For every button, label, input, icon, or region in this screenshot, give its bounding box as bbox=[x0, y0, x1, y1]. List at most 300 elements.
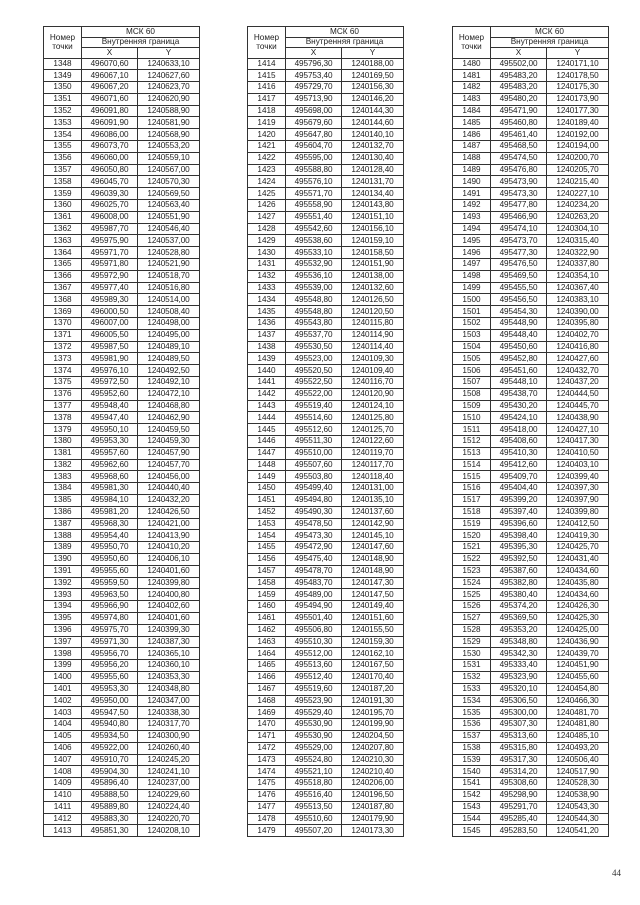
x-coordinate-cell: 495461,40 bbox=[491, 129, 547, 141]
x-coordinate-cell: 495981,30 bbox=[82, 483, 138, 495]
x-coordinate-cell: 495522,50 bbox=[286, 377, 342, 389]
x-coordinate-cell: 495382,80 bbox=[491, 577, 547, 589]
x-coordinate-cell: 495476,50 bbox=[491, 259, 547, 271]
x-header: X bbox=[491, 48, 547, 59]
table-row bbox=[44, 612, 200, 624]
table-row bbox=[453, 589, 609, 601]
x-coordinate-cell: 495494,80 bbox=[286, 494, 342, 506]
x-coordinate-cell: 495473,30 bbox=[491, 188, 547, 200]
table-row bbox=[248, 471, 404, 483]
point-number-cell: 1370 bbox=[44, 318, 82, 330]
point-number-cell: 1408 bbox=[44, 766, 82, 778]
point-number-cell: 1514 bbox=[453, 459, 491, 471]
y-coordinate-cell: 1240425,30 bbox=[547, 612, 609, 624]
point-number-cell: 1420 bbox=[248, 129, 286, 141]
table-row bbox=[248, 400, 404, 412]
y-coordinate-cell: 1240517,90 bbox=[547, 766, 609, 778]
x-coordinate-cell: 495922,00 bbox=[82, 742, 138, 754]
point-number-cell: 1367 bbox=[44, 282, 82, 294]
table-row bbox=[44, 542, 200, 554]
table-row bbox=[248, 211, 404, 223]
y-coordinate-cell: 1240194,00 bbox=[547, 141, 609, 153]
point-number-cell: 1387 bbox=[44, 518, 82, 530]
point-number-cell: 1419 bbox=[248, 117, 286, 129]
table-row bbox=[248, 459, 404, 471]
y-coordinate-cell: 1240200,70 bbox=[547, 152, 609, 164]
table-row bbox=[453, 377, 609, 389]
x-coordinate-cell: 495647,80 bbox=[286, 129, 342, 141]
y-coordinate-cell: 1240147,30 bbox=[342, 577, 404, 589]
table-row bbox=[248, 707, 404, 719]
y-coordinate-cell: 1240159,30 bbox=[342, 636, 404, 648]
point-number-cell: 1428 bbox=[248, 223, 286, 235]
y-coordinate-cell: 1240162,10 bbox=[342, 648, 404, 660]
y-coordinate-cell: 1240508,40 bbox=[138, 306, 200, 318]
table-row bbox=[453, 318, 609, 330]
table-row bbox=[44, 565, 200, 577]
point-number-cell: 1437 bbox=[248, 329, 286, 341]
x-coordinate-cell: 495471,90 bbox=[491, 105, 547, 117]
table-row bbox=[248, 766, 404, 778]
point-number-cell: 1375 bbox=[44, 377, 82, 389]
table-row bbox=[453, 565, 609, 577]
table-row bbox=[248, 612, 404, 624]
x-coordinate-cell: 495558,90 bbox=[286, 200, 342, 212]
point-number-cell: 1544 bbox=[453, 813, 491, 825]
y-coordinate-cell: 1240581,90 bbox=[138, 117, 200, 129]
x-coordinate-cell: 495475,40 bbox=[286, 553, 342, 565]
x-coordinate-cell: 495398,40 bbox=[491, 530, 547, 542]
boundary-header: Внутренняя граница bbox=[491, 37, 609, 48]
y-coordinate-cell: 1240140,10 bbox=[342, 129, 404, 141]
table-row bbox=[453, 719, 609, 731]
y-coordinate-cell: 1240518,70 bbox=[138, 270, 200, 282]
x-coordinate-cell: 495320,10 bbox=[491, 683, 547, 695]
x-coordinate-cell: 495883,30 bbox=[82, 813, 138, 825]
point-number-cell: 1438 bbox=[248, 341, 286, 353]
x-coordinate-cell: 495539,00 bbox=[286, 282, 342, 294]
y-coordinate-cell: 1240117,70 bbox=[342, 459, 404, 471]
point-number-cell: 1439 bbox=[248, 353, 286, 365]
x-coordinate-cell: 495519,60 bbox=[286, 683, 342, 695]
table-row bbox=[44, 270, 200, 282]
table-row bbox=[453, 247, 609, 259]
y-coordinate-cell: 1240485,10 bbox=[547, 730, 609, 742]
y-coordinate-cell: 1240406,10 bbox=[138, 553, 200, 565]
table-row bbox=[44, 553, 200, 565]
table-row bbox=[453, 742, 609, 754]
y-coordinate-cell: 1240538,90 bbox=[547, 789, 609, 801]
point-number-cell: 1519 bbox=[453, 518, 491, 530]
x-coordinate-cell: 495480,20 bbox=[491, 93, 547, 105]
point-number-cell: 1369 bbox=[44, 306, 82, 318]
table-row bbox=[44, 447, 200, 459]
table-row bbox=[248, 129, 404, 141]
x-coordinate-cell: 496005,50 bbox=[82, 329, 138, 341]
table-row bbox=[453, 707, 609, 719]
x-coordinate-cell: 495454,30 bbox=[491, 306, 547, 318]
y-coordinate-cell: 1240468,80 bbox=[138, 400, 200, 412]
x-coordinate-cell: 495952,60 bbox=[82, 388, 138, 400]
y-coordinate-cell: 1240456,00 bbox=[138, 471, 200, 483]
point-number-cell: 1460 bbox=[248, 601, 286, 613]
table-row bbox=[453, 612, 609, 624]
table-row bbox=[44, 176, 200, 188]
x-coordinate-cell: 495904,30 bbox=[82, 766, 138, 778]
point-number-cell: 1477 bbox=[248, 801, 286, 813]
table-row bbox=[248, 365, 404, 377]
x-coordinate-cell: 495950,00 bbox=[82, 695, 138, 707]
point-number-cell: 1363 bbox=[44, 235, 82, 247]
table-row bbox=[453, 329, 609, 341]
table-row bbox=[453, 211, 609, 223]
y-coordinate-cell: 1240493,20 bbox=[547, 742, 609, 754]
point-number-cell: 1463 bbox=[248, 636, 286, 648]
x-coordinate-cell: 495524,80 bbox=[286, 754, 342, 766]
table-row bbox=[453, 730, 609, 742]
y-coordinate-cell: 1240419,30 bbox=[547, 530, 609, 542]
point-number-cell: 1404 bbox=[44, 719, 82, 731]
x-coordinate-cell: 495542,60 bbox=[286, 223, 342, 235]
point-number-cell: 1458 bbox=[248, 577, 286, 589]
x-coordinate-cell: 495889,80 bbox=[82, 801, 138, 813]
y-coordinate-cell: 1240481,80 bbox=[547, 719, 609, 731]
x-coordinate-cell: 495948,40 bbox=[82, 400, 138, 412]
x-coordinate-cell: 495974,80 bbox=[82, 612, 138, 624]
y-coordinate-cell: 1240472,10 bbox=[138, 388, 200, 400]
x-coordinate-cell: 495950,60 bbox=[82, 553, 138, 565]
x-coordinate-cell: 495955,60 bbox=[82, 671, 138, 683]
y-coordinate-cell: 1240195,70 bbox=[342, 707, 404, 719]
point-number-cell: 1526 bbox=[453, 601, 491, 613]
y-coordinate-cell: 1240109,40 bbox=[342, 365, 404, 377]
point-number-cell: 1478 bbox=[248, 813, 286, 825]
table-row bbox=[453, 447, 609, 459]
point-number-cell: 1468 bbox=[248, 695, 286, 707]
x-coordinate-cell: 496025,70 bbox=[82, 200, 138, 212]
table-row bbox=[453, 306, 609, 318]
table-row bbox=[453, 695, 609, 707]
table-row bbox=[248, 318, 404, 330]
x-coordinate-cell: 496039,30 bbox=[82, 188, 138, 200]
table-row bbox=[453, 754, 609, 766]
y-coordinate-cell: 1240367,40 bbox=[547, 282, 609, 294]
table-row bbox=[453, 412, 609, 424]
y-coordinate-cell: 1240421,00 bbox=[138, 518, 200, 530]
table-row bbox=[44, 388, 200, 400]
y-coordinate-cell: 1240466,30 bbox=[547, 695, 609, 707]
x-coordinate-cell: 495972,90 bbox=[82, 270, 138, 282]
point-number-cell: 1354 bbox=[44, 129, 82, 141]
point-number-cell: 1529 bbox=[453, 636, 491, 648]
table-row bbox=[248, 424, 404, 436]
x-coordinate-cell: 496067,20 bbox=[82, 82, 138, 94]
point-number-cell: 1348 bbox=[44, 58, 82, 70]
x-coordinate-cell: 495412,60 bbox=[491, 459, 547, 471]
table-row bbox=[453, 553, 609, 565]
point-number-cell: 1393 bbox=[44, 589, 82, 601]
y-coordinate-cell: 1240147,50 bbox=[342, 589, 404, 601]
point-number-cell: 1474 bbox=[248, 766, 286, 778]
y-coordinate-cell: 1240317,70 bbox=[138, 719, 200, 731]
y-coordinate-cell: 1240191,30 bbox=[342, 695, 404, 707]
y-coordinate-cell: 1240120,90 bbox=[342, 388, 404, 400]
point-number-cell: 1423 bbox=[248, 164, 286, 176]
y-coordinate-cell: 1240495,00 bbox=[138, 329, 200, 341]
x-coordinate-cell: 495430,20 bbox=[491, 400, 547, 412]
table-row bbox=[44, 648, 200, 660]
point-number-cell: 1450 bbox=[248, 483, 286, 495]
y-coordinate-cell: 1240413,90 bbox=[138, 530, 200, 542]
y-coordinate-cell: 1240492,10 bbox=[138, 377, 200, 389]
point-number-cell: 1465 bbox=[248, 660, 286, 672]
x-coordinate-cell: 495450,60 bbox=[491, 341, 547, 353]
y-coordinate-cell: 1240489,10 bbox=[138, 341, 200, 353]
y-coordinate-cell: 1240425,00 bbox=[547, 624, 609, 636]
y-coordinate-cell: 1240158,50 bbox=[342, 247, 404, 259]
point-number-cell: 1401 bbox=[44, 683, 82, 695]
point-number-cell: 1364 bbox=[44, 247, 82, 259]
table-row bbox=[248, 695, 404, 707]
y-coordinate-cell: 1240132,70 bbox=[342, 141, 404, 153]
point-number-cell: 1396 bbox=[44, 624, 82, 636]
y-coordinate-cell: 1240481,70 bbox=[547, 707, 609, 719]
y-coordinate-cell: 1240348,80 bbox=[138, 683, 200, 695]
table-row bbox=[248, 259, 404, 271]
x-coordinate-cell: 495323,90 bbox=[491, 671, 547, 683]
x-coordinate-cell: 495516,40 bbox=[286, 789, 342, 801]
x-coordinate-cell: 495851,30 bbox=[82, 825, 138, 837]
x-coordinate-cell: 495507,60 bbox=[286, 459, 342, 471]
table-row bbox=[44, 82, 200, 94]
y-coordinate-cell: 1240237,00 bbox=[138, 778, 200, 790]
y-coordinate-cell: 1240234,20 bbox=[547, 200, 609, 212]
x-coordinate-cell: 495588,80 bbox=[286, 164, 342, 176]
point-number-cell: 1397 bbox=[44, 636, 82, 648]
table-row bbox=[44, 318, 200, 330]
x-coordinate-cell: 495472,90 bbox=[286, 542, 342, 554]
x-coordinate-cell: 495451,60 bbox=[491, 365, 547, 377]
x-coordinate-cell: 495333,40 bbox=[491, 660, 547, 672]
x-coordinate-cell: 495408,60 bbox=[491, 436, 547, 448]
y-coordinate-cell: 1240114,90 bbox=[342, 329, 404, 341]
table-row bbox=[248, 436, 404, 448]
y-coordinate-cell: 1240383,10 bbox=[547, 294, 609, 306]
point-number-cell: 1521 bbox=[453, 542, 491, 554]
x-coordinate-cell: 495966,90 bbox=[82, 601, 138, 613]
table-row bbox=[44, 683, 200, 695]
x-coordinate-cell: 495953,30 bbox=[82, 683, 138, 695]
x-coordinate-cell: 495506,80 bbox=[286, 624, 342, 636]
y-coordinate-cell: 1240354,10 bbox=[547, 270, 609, 282]
x-coordinate-cell: 495947,50 bbox=[82, 707, 138, 719]
point-number-cell: 1471 bbox=[248, 730, 286, 742]
point-number-cell: 1383 bbox=[44, 471, 82, 483]
table-header-row bbox=[248, 27, 404, 38]
table-row bbox=[44, 223, 200, 235]
point-number-cell: 1535 bbox=[453, 707, 491, 719]
table-row bbox=[453, 518, 609, 530]
point-number-cell: 1350 bbox=[44, 82, 82, 94]
point-number-cell: 1540 bbox=[453, 766, 491, 778]
x-coordinate-cell: 495548,80 bbox=[286, 294, 342, 306]
y-coordinate-cell: 1240206,00 bbox=[342, 778, 404, 790]
point-number-cell: 1373 bbox=[44, 353, 82, 365]
y-coordinate-cell: 1240559,10 bbox=[138, 152, 200, 164]
table-row bbox=[248, 730, 404, 742]
x-coordinate-cell: 495317,30 bbox=[491, 754, 547, 766]
y-coordinate-cell: 1240126,50 bbox=[342, 294, 404, 306]
table-row bbox=[453, 58, 609, 70]
point-number-cell: 1494 bbox=[453, 223, 491, 235]
point-number-cell: 1487 bbox=[453, 141, 491, 153]
y-coordinate-cell: 1240207,80 bbox=[342, 742, 404, 754]
y-coordinate-cell: 1240434,60 bbox=[547, 565, 609, 577]
y-coordinate-cell: 1240178,50 bbox=[547, 70, 609, 82]
x-coordinate-cell: 495512,60 bbox=[286, 424, 342, 436]
point-number-cell: 1427 bbox=[248, 211, 286, 223]
point-number-cell: 1495 bbox=[453, 235, 491, 247]
y-coordinate-cell: 1240169,50 bbox=[342, 70, 404, 82]
table-row bbox=[453, 660, 609, 672]
x-coordinate-cell: 496050,80 bbox=[82, 164, 138, 176]
table-row bbox=[453, 105, 609, 117]
point-number-cell: 1470 bbox=[248, 719, 286, 731]
point-number-cell: 1398 bbox=[44, 648, 82, 660]
table-row bbox=[44, 424, 200, 436]
y-coordinate-cell: 1240115,80 bbox=[342, 318, 404, 330]
point-number-cell: 1400 bbox=[44, 671, 82, 683]
x-coordinate-cell: 495953,30 bbox=[82, 436, 138, 448]
table-row bbox=[248, 105, 404, 117]
y-coordinate-cell: 1240210,30 bbox=[342, 754, 404, 766]
point-number-cell: 1542 bbox=[453, 789, 491, 801]
x-coordinate-cell: 495955,60 bbox=[82, 565, 138, 577]
y-coordinate-cell: 1240187,80 bbox=[342, 801, 404, 813]
x-coordinate-cell: 495483,20 bbox=[491, 70, 547, 82]
point-number-cell: 1392 bbox=[44, 577, 82, 589]
y-coordinate-cell: 1240304,10 bbox=[547, 223, 609, 235]
table-row bbox=[44, 58, 200, 70]
y-coordinate-cell: 1240187,20 bbox=[342, 683, 404, 695]
x-coordinate-cell: 495532,90 bbox=[286, 259, 342, 271]
point-number-cell: 1534 bbox=[453, 695, 491, 707]
y-header: Y bbox=[138, 48, 200, 59]
y-coordinate-cell: 1240412,50 bbox=[547, 518, 609, 530]
x-coordinate-cell: 495536,10 bbox=[286, 270, 342, 282]
table-row bbox=[248, 813, 404, 825]
point-number-cell: 1410 bbox=[44, 789, 82, 801]
y-coordinate-cell: 1240143,80 bbox=[342, 200, 404, 212]
point-number-cell: 1499 bbox=[453, 282, 491, 294]
point-number-cell: 1447 bbox=[248, 447, 286, 459]
table-row bbox=[44, 518, 200, 530]
y-coordinate-cell: 1240427,10 bbox=[547, 424, 609, 436]
point-number-cell: 1467 bbox=[248, 683, 286, 695]
table-header-row bbox=[453, 27, 609, 38]
x-coordinate-cell: 495956,70 bbox=[82, 648, 138, 660]
point-number-cell: 1508 bbox=[453, 388, 491, 400]
y-coordinate-cell: 1240263,20 bbox=[547, 211, 609, 223]
table-row bbox=[44, 282, 200, 294]
point-number-cell: 1507 bbox=[453, 377, 491, 389]
y-coordinate-cell: 1240315,40 bbox=[547, 235, 609, 247]
table-row bbox=[453, 789, 609, 801]
table-row bbox=[44, 152, 200, 164]
table-row bbox=[248, 152, 404, 164]
table-row bbox=[453, 270, 609, 282]
table-row bbox=[453, 636, 609, 648]
y-coordinate-cell: 1240120,50 bbox=[342, 306, 404, 318]
table-row bbox=[44, 589, 200, 601]
x-coordinate-cell: 495512,00 bbox=[286, 648, 342, 660]
y-coordinate-cell: 1240399,80 bbox=[138, 577, 200, 589]
y-coordinate-cell: 1240416,80 bbox=[547, 341, 609, 353]
x-coordinate-cell: 495489,00 bbox=[286, 589, 342, 601]
point-number-cell: 1360 bbox=[44, 200, 82, 212]
table-row bbox=[44, 624, 200, 636]
y-coordinate-cell: 1240122,60 bbox=[342, 436, 404, 448]
x-header: X bbox=[286, 48, 342, 59]
x-coordinate-cell: 496091,80 bbox=[82, 105, 138, 117]
x-coordinate-cell: 495753,40 bbox=[286, 70, 342, 82]
table-row bbox=[44, 506, 200, 518]
y-coordinate-cell: 1240175,30 bbox=[547, 82, 609, 94]
y-coordinate-cell: 1240427,60 bbox=[547, 353, 609, 365]
y-coordinate-cell: 1240454,80 bbox=[547, 683, 609, 695]
x-coordinate-cell: 495483,20 bbox=[491, 82, 547, 94]
y-coordinate-cell: 1240544,30 bbox=[547, 813, 609, 825]
x-coordinate-cell: 495348,80 bbox=[491, 636, 547, 648]
table-row bbox=[248, 648, 404, 660]
table-row bbox=[453, 188, 609, 200]
table-row bbox=[44, 530, 200, 542]
y-coordinate-cell: 1240128,40 bbox=[342, 164, 404, 176]
x-coordinate-cell: 495530,90 bbox=[286, 719, 342, 731]
point-number-cell: 1365 bbox=[44, 259, 82, 271]
point-number-cell: 1356 bbox=[44, 152, 82, 164]
y-coordinate-cell: 1240390,00 bbox=[547, 306, 609, 318]
y-coordinate-cell: 1240426,50 bbox=[138, 506, 200, 518]
x-coordinate-cell: 495473,90 bbox=[491, 176, 547, 188]
point-number-cell: 1390 bbox=[44, 553, 82, 565]
x-coordinate-cell: 495397,40 bbox=[491, 506, 547, 518]
x-coordinate-cell: 495910,70 bbox=[82, 754, 138, 766]
y-coordinate-cell: 1240353,30 bbox=[138, 671, 200, 683]
table-row bbox=[453, 388, 609, 400]
x-coordinate-cell: 495796,30 bbox=[286, 58, 342, 70]
x-coordinate-cell: 495971,30 bbox=[82, 636, 138, 648]
y-coordinate-cell: 1240109,30 bbox=[342, 353, 404, 365]
point-number-cell: 1434 bbox=[248, 294, 286, 306]
y-coordinate-cell: 1240131,00 bbox=[342, 483, 404, 495]
y-coordinate-cell: 1240171,10 bbox=[547, 58, 609, 70]
x-coordinate-cell: 495478,70 bbox=[286, 565, 342, 577]
y-coordinate-cell: 1240177,30 bbox=[547, 105, 609, 117]
x-coordinate-cell: 495518,80 bbox=[286, 778, 342, 790]
y-coordinate-cell: 1240199,90 bbox=[342, 719, 404, 731]
x-coordinate-cell: 496071,60 bbox=[82, 93, 138, 105]
point-number-cell: 1453 bbox=[248, 518, 286, 530]
table-row bbox=[453, 152, 609, 164]
table-row bbox=[248, 589, 404, 601]
point-number-cell: 1425 bbox=[248, 188, 286, 200]
table-row bbox=[248, 483, 404, 495]
table-row bbox=[44, 707, 200, 719]
point-number-cell: 1515 bbox=[453, 471, 491, 483]
point-number-cell: 1391 bbox=[44, 565, 82, 577]
y-coordinate-cell: 1240300,90 bbox=[138, 730, 200, 742]
